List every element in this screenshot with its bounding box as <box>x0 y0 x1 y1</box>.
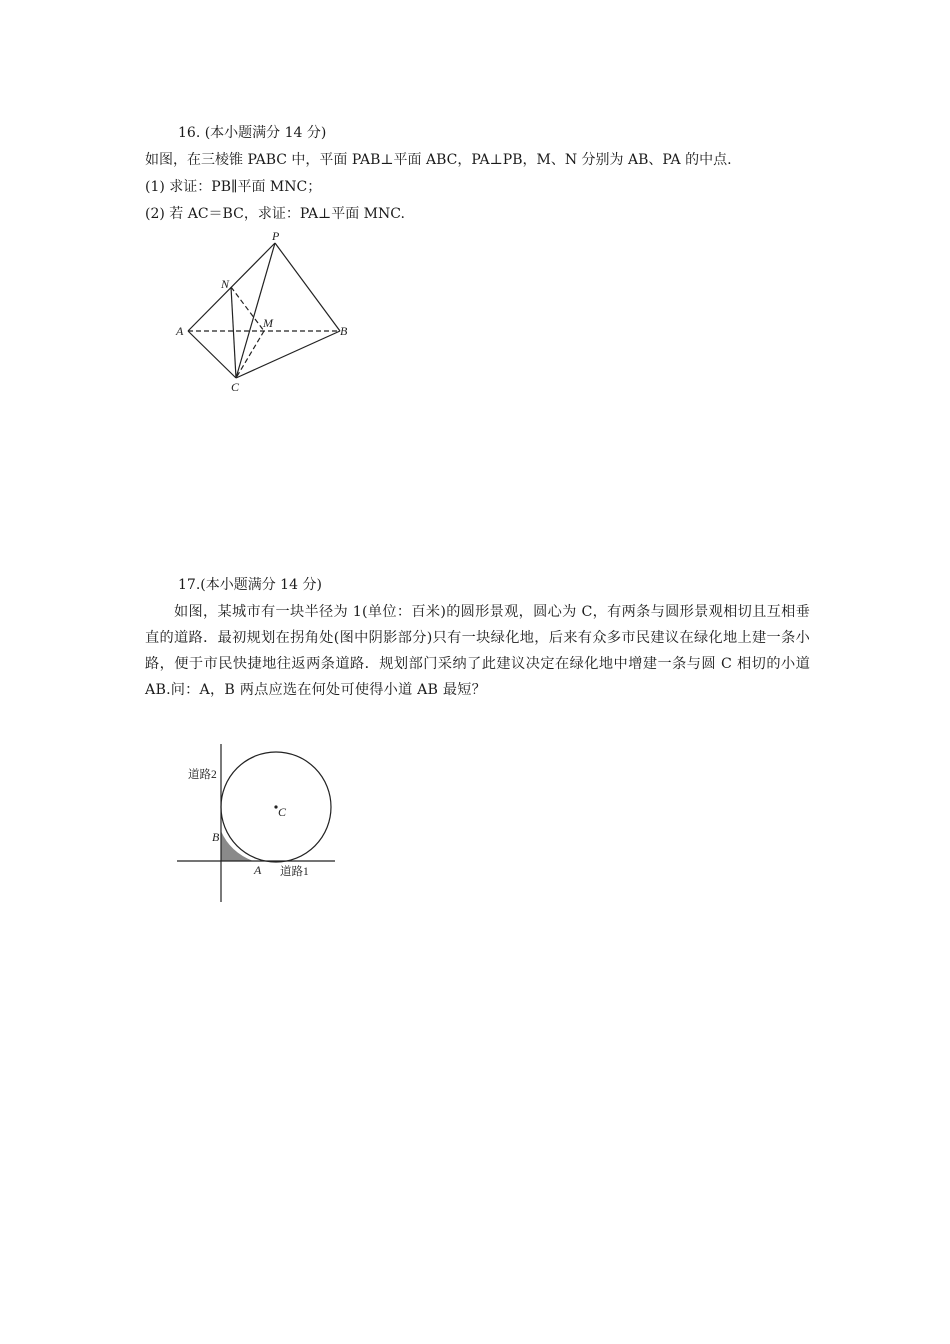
segment-MC-dashed <box>236 331 264 378</box>
label-A: A <box>176 324 184 338</box>
label-B: B <box>340 324 348 338</box>
label-road1: 道路1 <box>280 866 309 878</box>
edge-AC <box>188 331 236 378</box>
q17-header: 17.(本小题满分 14 分) <box>178 577 322 593</box>
q17-body: 如图，某城市有一块半径为 1(单位：百米)的圆形景观，圆心为 C，有两条与圆形景观相切且互相垂直的道路．最初规划在拐角处(图中阴影部分)只有一块绿化地，后来有众多市民建议在绿化地上建一条小路，便于市民快捷地往返两条道路．规划部门采纳了此建议决定在绿化地中增建一条与圆 C 相切的小道 AB.问：A，B 两点应选在何处可使得小道 AB 最短？ <box>145 604 810 698</box>
label-N: N <box>221 277 230 291</box>
edge-BC <box>236 331 340 378</box>
q16-part1: (1) 求证：PB∥平面 MNC； <box>145 179 322 195</box>
label-C: C <box>231 380 240 394</box>
q16-stem: 如图，在三棱锥 PABC 中，平面 PAB⊥平面 ABC，PA⊥PB，M、N 分别为 AB、PA 的中点. <box>145 152 732 168</box>
label-road2: 道路2 <box>188 769 217 781</box>
label-C: C <box>278 805 287 819</box>
label-M: M <box>263 316 273 330</box>
edge-PB <box>275 243 340 331</box>
label-P: P <box>272 229 280 243</box>
segment-NC <box>231 287 236 378</box>
label-A: A <box>254 863 262 877</box>
q16-part2: (2) 若 AC＝BC，求证：PA⊥平面 MNC. <box>145 206 405 222</box>
segment-NM-dashed <box>231 287 264 331</box>
q17-road-figure <box>170 736 350 906</box>
q16-pyramid-figure <box>170 228 360 398</box>
q16-header: 16. (本小题满分 14 分) <box>178 125 327 141</box>
label-B: B <box>212 830 220 844</box>
